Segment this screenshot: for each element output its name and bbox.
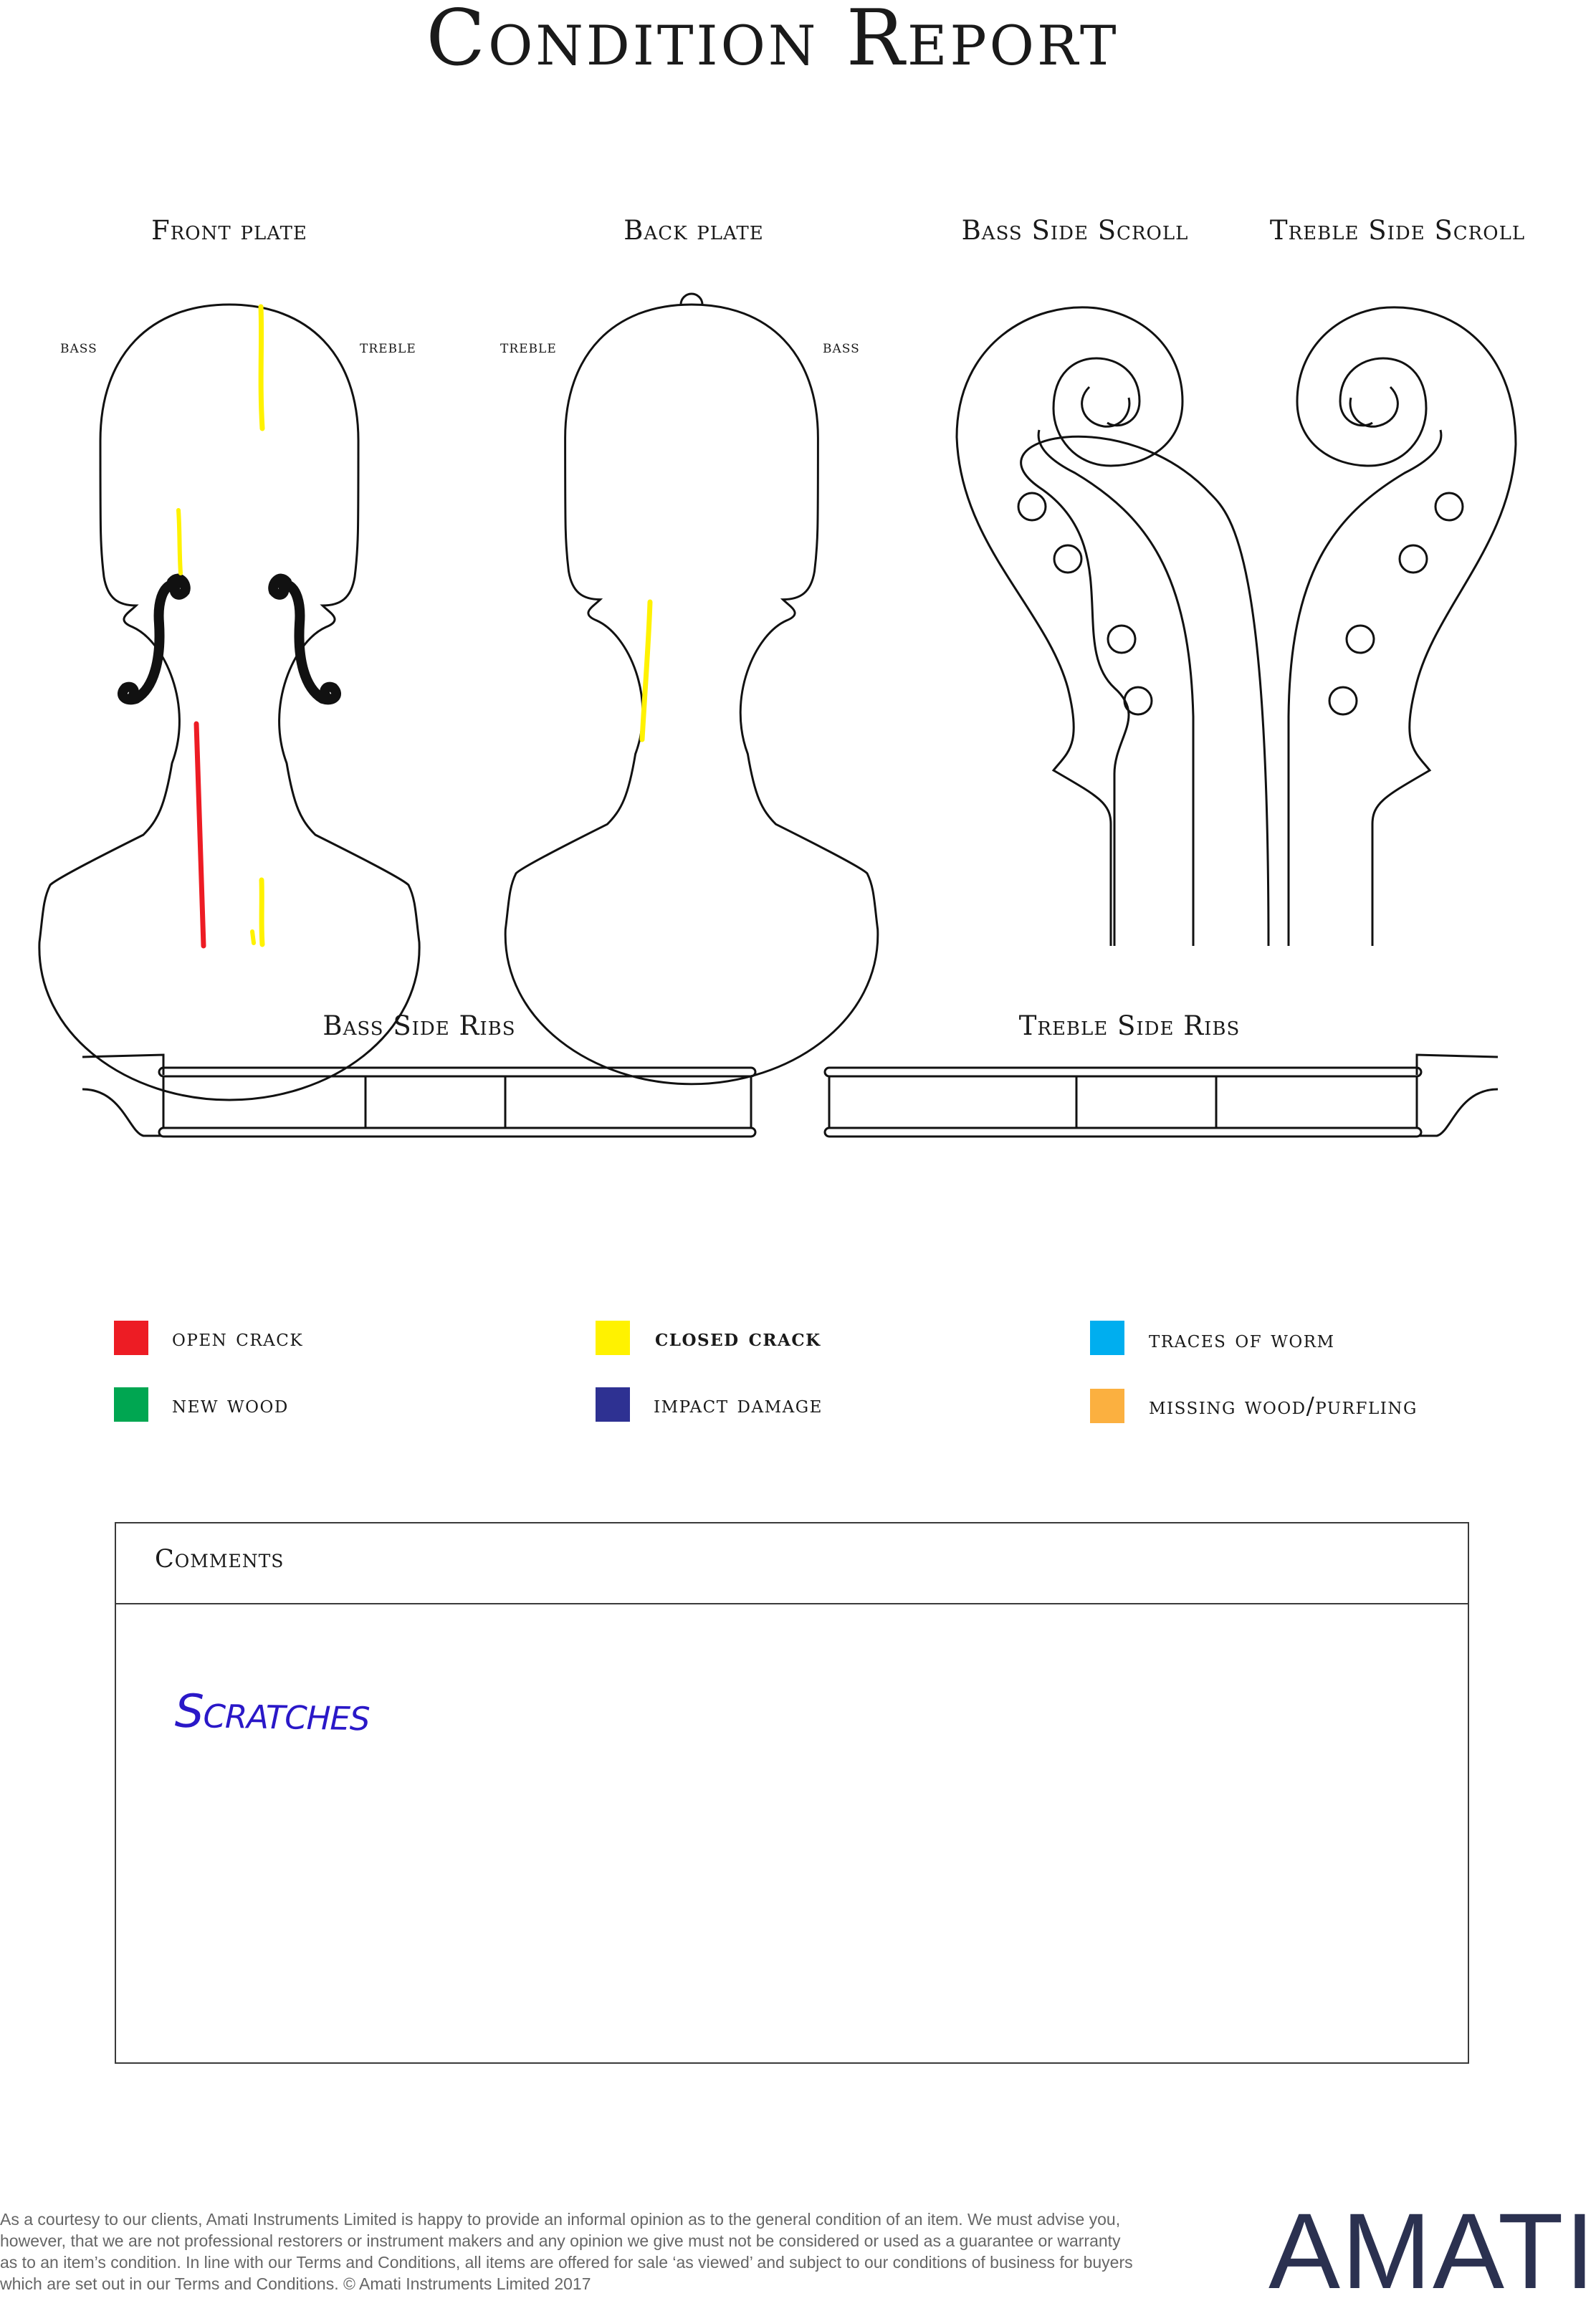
- label-treble-side-ribs: Treble Side Ribs: [1018, 1010, 1241, 1041]
- back-treble-side-label: treble: [500, 337, 557, 357]
- closed-crack-mark: [642, 602, 650, 740]
- legend-swatch-closed-crack: [596, 1321, 630, 1355]
- legend-label-traces-of-worm: traces of worm: [1149, 1325, 1335, 1353]
- front-treble-side-label: treble: [360, 337, 416, 357]
- label-treble-side-scroll: Treble Side Scroll: [1269, 215, 1526, 246]
- legend-label-open-crack: open crack: [172, 1324, 304, 1351]
- legend-label-impact-damage: impact damage: [654, 1390, 823, 1418]
- legend-swatch-new-wood: [114, 1387, 148, 1422]
- legend-swatch-traces-of-worm: [1090, 1321, 1124, 1355]
- treble-side-scroll-drawing: [1289, 307, 1516, 946]
- open-crack-mark: [196, 724, 204, 946]
- instrument-diagrams: [0, 0, 1545, 1161]
- comments-heading: Comments: [155, 1545, 285, 1574]
- legend-label-new-wood: new wood: [172, 1390, 289, 1418]
- closed-crack-mark: [261, 307, 262, 429]
- disclaimer-text: As a courtesy to our clients, Amati Instruments Limited is happy to provide an informal opinion as to the general condition of an item. We must advise you, however, that we are not professional restorers or instrument makers and any opinion we give must not be considered or used as a guarantee or warranty as to an item’s condition. In line with our Terms and Conditions, all items are offered for sale ‘as viewed’ and subject to our conditions of business for buyers which are set out in our Terms and Conditions. © Amati Instruments Limited 2017: [0, 2210, 1133, 2293]
- label-front-plate: Front plate: [151, 215, 307, 246]
- front-bass-side-label: bass: [60, 337, 97, 357]
- legend-swatch-missing-wood: [1090, 1389, 1124, 1423]
- legend-label-missing-wood: missing wood/purfling: [1149, 1392, 1418, 1420]
- legend-swatch-open-crack: [114, 1321, 148, 1355]
- legend-label-closed-crack: closed crack: [655, 1324, 821, 1351]
- closed-crack-mark: [178, 510, 181, 573]
- label-back-plate: Back plate: [623, 215, 764, 246]
- comments-box: [115, 1522, 1469, 2064]
- treble-side-ribs-drawing: [825, 1055, 1498, 1137]
- f-hole-treble: [273, 579, 336, 700]
- front-plate-drawing: [39, 305, 419, 1100]
- f-hole-bass: [123, 579, 186, 700]
- back-bass-side-label: bass: [823, 337, 860, 357]
- legend-swatch-impact-damage: [596, 1387, 630, 1422]
- bass-side-scroll-drawing: [957, 307, 1268, 946]
- closed-crack-mark: [252, 932, 254, 943]
- handwritten-comment: Scratches: [174, 1685, 371, 1742]
- damage-markings: [178, 307, 650, 946]
- label-bass-side-ribs: Bass Side Ribs: [322, 1010, 516, 1041]
- page-title: Condition Report: [426, 0, 1119, 83]
- brand-logo: AMATI: [1268, 2191, 1596, 2311]
- back-plate-drawing: [505, 294, 878, 1084]
- label-bass-side-scroll: Bass Side Scroll: [961, 215, 1189, 246]
- comments-header: [116, 1523, 1468, 1604]
